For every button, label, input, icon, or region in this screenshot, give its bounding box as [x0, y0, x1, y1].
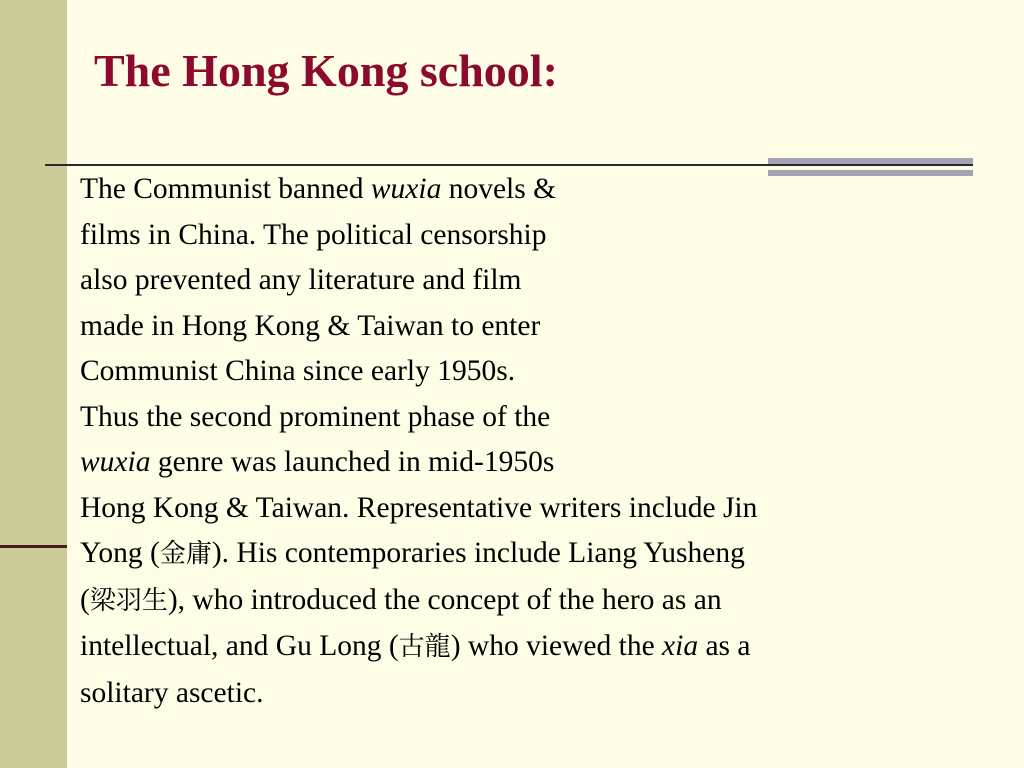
chinese-name: 古龍 — [398, 632, 451, 662]
body-line: made in Hong Kong & Taiwan to enter — [80, 309, 541, 342]
italic-term: wuxia — [370, 173, 442, 205]
body-line: Thus the second prominent phase of the — [80, 400, 551, 433]
body-line: solitary ascetic. — [80, 676, 264, 709]
left-accent-tick — [0, 545, 67, 548]
body-line: films in China. The political censorship — [80, 218, 547, 251]
italic-term: wuxia — [80, 446, 151, 478]
body-line: The Communist banned wuxia novels & — [80, 173, 557, 205]
slide-title: The Hong Kong school: — [94, 45, 558, 96]
body-line: Communist China since early 1950s. — [80, 355, 516, 387]
chinese-name: 梁羽生 — [89, 585, 168, 616]
body-line: intellectual, and Gu Long (古龍) who viewed the xia as a — [80, 630, 751, 662]
divider-accent-band — [768, 158, 973, 164]
chinese-name: 金庸 — [159, 539, 212, 569]
body-line: (梁羽生), who introduced the concept of the hero as an — [80, 583, 722, 616]
body-line: also prevented any literature and film — [80, 264, 522, 296]
italic-term: xia — [662, 630, 699, 662]
body-line: Yong (金庸). His contemporaries include Liang Yusheng — [80, 537, 745, 569]
left-accent-bar — [0, 0, 67, 768]
body-line: Hong Kong & Taiwan. Representative writers include Jin — [80, 491, 758, 524]
body-line: wuxia genre was launched in mid-1950s — [80, 446, 555, 478]
slide-body — [80, 167, 980, 716]
